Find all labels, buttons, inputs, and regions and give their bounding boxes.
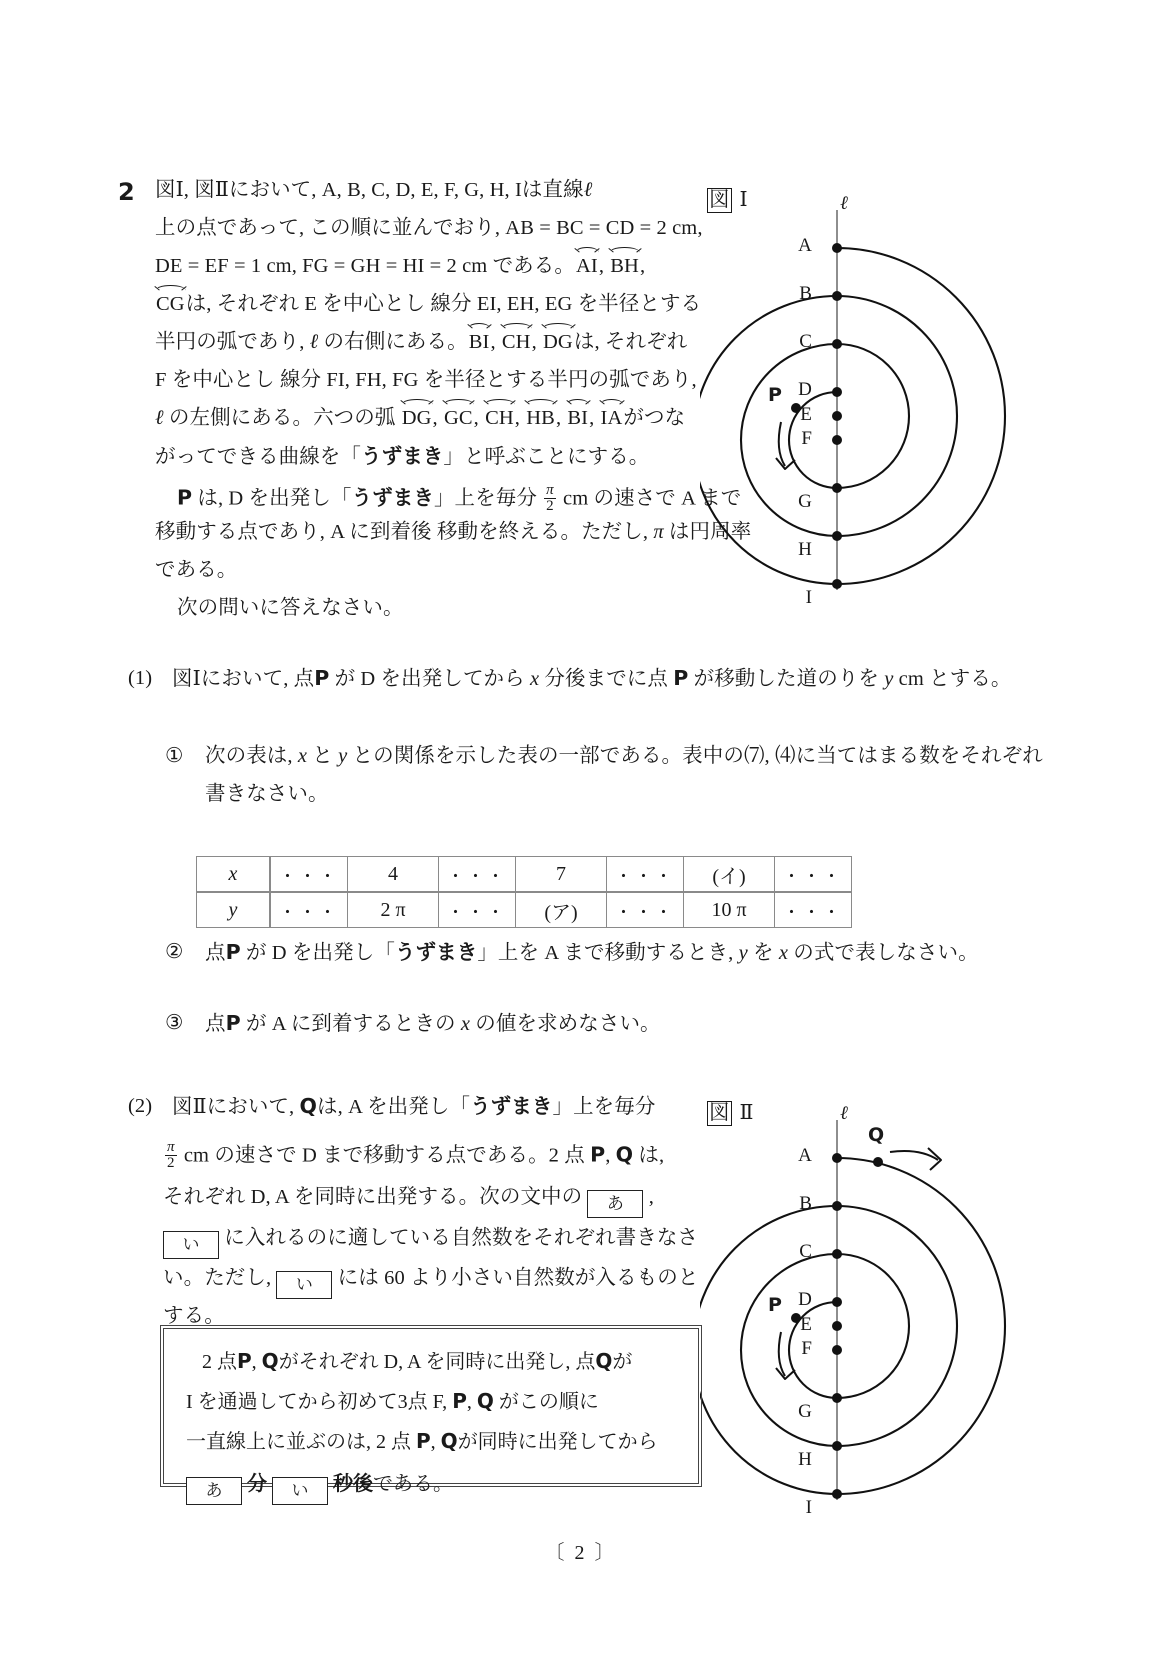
text-run: , [466, 1391, 477, 1413]
text-run: は, [633, 1144, 665, 1167]
figure2-caption-box: 図 [709, 1102, 730, 1124]
text-run: 図Ⅱにおいて, [172, 1096, 300, 1118]
text-run: に入れるのに適している自然数をそれぞれ書きなさ [219, 1227, 699, 1249]
q1-sub1-line-2 [205, 784, 329, 805]
text-run: 」上を毎分 [433, 487, 543, 510]
figure1-diagram [700, 190, 1030, 590]
problem-number: 2 [118, 178, 135, 206]
figure1-point-label-I: I [805, 587, 812, 608]
figure1-line-label: ℓ [840, 193, 849, 214]
text-run: うずまき [394, 940, 478, 964]
text-run: , [514, 407, 526, 429]
text-run: は, D を出発し「 [192, 487, 352, 510]
q1-sub3-marker: ③ [165, 1012, 184, 1034]
text-run: y [338, 745, 348, 767]
table-cell: (イ) [684, 857, 775, 893]
q2-line-5 [163, 1268, 698, 1299]
table-cell: (ア) [516, 892, 607, 928]
q1-sub2-line-1 [205, 942, 979, 964]
fraction-pi-over-2: $\frac{\pi}{2}$ [546, 481, 554, 514]
xy-relation-table [196, 856, 852, 928]
text-run: が [612, 1351, 633, 1373]
text-run: , [430, 1431, 441, 1453]
text-run: P [673, 666, 689, 690]
text-run: cm とする。 [893, 668, 1012, 690]
text-run: , [643, 1186, 654, 1208]
intro-line-10 [155, 522, 751, 543]
text-run: 分 [247, 1471, 267, 1495]
text-run: がってできる曲線を「 [155, 446, 361, 468]
table-cell: ・・・ [439, 857, 516, 893]
text-run: は円周率 [663, 521, 752, 543]
table-cell: ・・・ [270, 892, 348, 928]
text-run: , [251, 1351, 262, 1373]
arc-notation: DG [401, 408, 433, 429]
text-run: うずまき [470, 1094, 553, 1118]
text-run: cm の速さで D まで移動する点である。2 点 [178, 1144, 591, 1167]
text-run: x [778, 942, 789, 964]
text-run: との関係を示した表の一部である。表中の⑺, ⑷に当てはまる数をそれぞれ [347, 745, 1043, 767]
text-run: cm の速さで A まで [557, 487, 742, 510]
text-run: Q [476, 1389, 494, 1413]
figure2-point-label-I: I [805, 1497, 812, 1518]
figure1-points [832, 243, 842, 589]
figure2-point-label-D: D [798, 1289, 812, 1310]
text-run: Q [299, 1094, 318, 1118]
text-run: が移動した道のりを [688, 668, 885, 690]
text-run: 図Ⅰ, 図Ⅱにおいて, A, B, C, D, E, F, G, H, Iは直線 [155, 179, 584, 201]
text-run: が同時に出発してから [457, 1431, 658, 1453]
text-run: 点 [205, 1013, 226, 1035]
figure2-point-label-C: C [799, 1241, 812, 1262]
figure2-moving-point-p-label: P [768, 1294, 783, 1316]
answer-blank-い[interactable]: い [163, 1231, 219, 1259]
statement-box [163, 1328, 699, 1501]
text-run: , [473, 407, 485, 429]
figure2-point-label-B: B [799, 1193, 812, 1214]
text-run: が A に到着するときの [240, 1013, 461, 1035]
footer-page-number: 2 [574, 1542, 595, 1564]
direction-arrow-q [890, 1148, 941, 1170]
intro-line-11 [155, 560, 237, 581]
intro-line-6 [155, 370, 697, 391]
intro-line-3 [155, 256, 645, 277]
q1-marker: (1) [128, 667, 153, 689]
text-run: Q [261, 1349, 279, 1373]
text-run: , [598, 255, 610, 277]
q2-line-6 [163, 1306, 225, 1327]
text-run: を [747, 942, 779, 964]
table-row [197, 892, 852, 928]
answer-blank-い[interactable]: い [276, 1271, 332, 1299]
text-run: がそれぞれ D, A を同時に出発し, 点 [278, 1351, 596, 1373]
text-run: x [297, 745, 308, 767]
text-run: , [432, 407, 443, 429]
table-cell: 4 [348, 857, 439, 893]
text-run: 点 [205, 942, 226, 964]
intro-line-5 [155, 332, 687, 353]
direction-arrow-p-2 [776, 1332, 795, 1379]
figure2-diagram [700, 1100, 1030, 1500]
figure1-point-label-B: B [799, 283, 812, 304]
table-cell: ・・・ [607, 857, 684, 893]
answer-blank-い[interactable]: い [272, 1477, 328, 1505]
figure1-point-label-E: E [800, 404, 812, 425]
q2-marker: (2) [128, 1095, 153, 1117]
footer-right-bracket: 〕 [594, 1542, 625, 1564]
text-run: DE = EF = 1 cm, FG = GH = HI = 2 cm である。 [155, 255, 575, 277]
figure1-caption-numeral: Ⅰ [739, 189, 748, 211]
figure1-moving-point-p-label: P [768, 384, 783, 406]
arc-CG [837, 344, 909, 488]
q2-line-3 [163, 1187, 654, 1218]
q1-sub1-line-1 [205, 746, 1043, 767]
figure2-points [832, 1153, 842, 1499]
text-run: 」と呼ぶことにする。 [443, 446, 650, 468]
text-run: と [307, 745, 339, 767]
arc-CG-2 [837, 1254, 909, 1398]
arc-notation: CG [155, 294, 186, 315]
text-run: , [490, 331, 501, 353]
text-run: , [639, 255, 646, 277]
text-run: y [884, 668, 894, 690]
arc-notation: GC [443, 408, 474, 429]
figure2-point-label-G: G [798, 1401, 812, 1422]
text-run: 次の表は, [205, 745, 298, 767]
answer-blank-あ[interactable]: あ [186, 1477, 242, 1505]
text-run: P [177, 485, 193, 510]
intro-line-1 [155, 180, 592, 201]
arc-BI-2 [700, 1206, 837, 1494]
text-run: ℓ [583, 179, 593, 201]
text-run: は, A を出発し「 [317, 1096, 471, 1118]
text-run: 移動する点であり, A に到着後 移動を終える。ただし, [155, 521, 654, 543]
q1-sub1-marker: ① [165, 745, 184, 767]
text-run: 秒後 [333, 1471, 373, 1495]
table-cell: ・・・ [607, 892, 684, 928]
text-run: ℓ [309, 331, 319, 353]
text-run: 」上を毎分 [552, 1096, 656, 1118]
text-run: 分後までに点 [539, 668, 674, 690]
arc-notation: AI [575, 256, 599, 277]
statement-line-2 [186, 1385, 599, 1414]
text-run: , [589, 407, 600, 429]
answer-blank-あ[interactable]: あ [587, 1190, 643, 1218]
text-run: ℓ [155, 407, 164, 429]
table-row-header: x [197, 857, 271, 893]
table-cell: 2 π [348, 892, 439, 928]
text-run: , [555, 407, 567, 429]
text-run: 上の点であって, この順に並んでおり, AB = BC = CD = 2 cm, [155, 217, 703, 239]
q1-sub2-marker: ② [165, 941, 184, 963]
arc-notation: DG [542, 332, 574, 353]
text-run: 次の問いに答えなさい。 [177, 597, 404, 619]
q2-line-4 [163, 1228, 698, 1259]
text-run: の式で表しなさい。 [788, 942, 979, 964]
text-run: 一直線上に並ぶのは, 2 点 [186, 1431, 416, 1453]
q2-line-1 [172, 1096, 655, 1118]
text-run: 書きなさい。 [205, 783, 329, 805]
table-cell: ・・・ [439, 892, 516, 928]
text-run: 2 点 [202, 1351, 237, 1373]
figure2-point-label-E: E [800, 1314, 812, 1335]
arc-notation: BH [609, 256, 640, 277]
text-run: である。 [373, 1473, 453, 1495]
q1-line-1 [172, 668, 1012, 690]
text-run: の値を求めなさい。 [470, 1013, 661, 1035]
figure1-point-label-F: F [801, 428, 812, 449]
text-run: Q [615, 1142, 634, 1167]
text-run: P [237, 1349, 252, 1373]
arc-notation: CH [501, 332, 532, 353]
figure1-point-label-A: A [798, 235, 812, 256]
figure2-moving-point-q-label: Q [868, 1124, 885, 1146]
table-cell: ・・・ [775, 857, 852, 893]
figure2-point-label-F: F [801, 1338, 812, 1359]
figure1-point-label-H: H [798, 539, 812, 560]
arc-notation: BI [566, 408, 589, 429]
table-row-header: y [197, 892, 271, 928]
page-footer [0, 1536, 1169, 1565]
text-run: x [529, 668, 540, 690]
arc-BI [700, 296, 837, 584]
figure2-svg [700, 1100, 1030, 1500]
text-run: の右側にある。 [318, 331, 468, 353]
intro-line-2 [155, 218, 703, 239]
text-run: P [314, 666, 330, 690]
arc-notation: BI [468, 332, 491, 353]
text-run: x [460, 1013, 471, 1035]
text-run: い。ただし, [163, 1267, 277, 1289]
text-run: である。 [155, 559, 238, 581]
text-run: は, それぞれ [573, 331, 688, 353]
figure1-point-label-D: D [798, 379, 812, 400]
q2-line-2 [163, 1138, 665, 1173]
text-run: Q [595, 1349, 613, 1373]
figure2-point-label-A: A [798, 1145, 812, 1166]
figure2-line-label: ℓ [840, 1103, 849, 1124]
text-run: それぞれ D, A を同時に出発する。次の文中の [163, 1186, 588, 1208]
intro-line-9 [177, 481, 742, 516]
table-cell: 7 [516, 857, 607, 893]
text-run: F を中心とし 線分 FI, FH, FG を半径とする半円の弧であり, [155, 369, 697, 391]
text-run: P [225, 940, 241, 964]
text-run: 半円の弧であり, [155, 331, 310, 353]
text-run: 図Ⅰにおいて, 点 [172, 668, 315, 690]
table-cell: 10 π [684, 892, 775, 928]
text-run: I を通過してから初めて3点 F, [186, 1391, 453, 1413]
text-run: は, それぞれ E を中心とし 線分 EI, EH, EG を半径とする [185, 293, 702, 315]
intro-line-12 [177, 598, 404, 619]
intro-line-4 [155, 294, 701, 315]
text-run: が D を出発してから [329, 668, 530, 690]
text-run: うずまき [361, 444, 444, 468]
intro-line-7 [155, 408, 685, 429]
text-run: がつな [623, 407, 686, 429]
text-run: P [452, 1389, 467, 1413]
text-run: 」上を A まで移動するとき, [477, 942, 739, 964]
figure1-svg [700, 190, 1030, 590]
statement-line-1 [202, 1345, 632, 1374]
table-row [197, 857, 852, 893]
statement-line-4 [186, 1467, 453, 1505]
table-cell: ・・・ [775, 892, 852, 928]
text-run: P [590, 1142, 606, 1167]
arc-notation: HB [525, 408, 556, 429]
text-run: y [738, 942, 748, 964]
q1-sub3-line-1 [205, 1013, 661, 1035]
point-Q-marker [873, 1157, 883, 1167]
figure1-caption-box: 図 [709, 189, 730, 211]
arc-BH-2 [837, 1206, 957, 1446]
table-cell: ・・・ [270, 857, 348, 893]
fraction-pi-over-2: $\frac{\pi}{2}$ [167, 1138, 175, 1171]
footer-left-bracket: 〔 [544, 1542, 575, 1564]
text-run: P [225, 1011, 241, 1035]
text-run: には 60 より小さい自然数が入るものと [332, 1267, 699, 1289]
text-run: π [653, 521, 664, 543]
text-run: , [531, 331, 543, 353]
text-run: する。 [163, 1305, 225, 1327]
figure1-point-label-G: G [798, 491, 812, 512]
figure2-caption-numeral: Ⅱ [739, 1102, 754, 1124]
text-run: がこの順に [493, 1391, 599, 1413]
text-run: P [416, 1429, 431, 1453]
text-run: , [605, 1144, 616, 1167]
text-run: が D を出発し「 [240, 942, 395, 964]
text-run: Q [440, 1429, 458, 1453]
arc-BH [837, 296, 957, 536]
statement-line-3 [186, 1425, 658, 1454]
text-run: うずまき [351, 485, 434, 510]
figure1-point-label-C: C [799, 331, 812, 352]
direction-arrow-p [776, 422, 795, 469]
figure2-point-label-H: H [798, 1449, 812, 1470]
intro-line-8 [155, 446, 649, 468]
text-run: の左側にある。六つの弧 [163, 407, 401, 429]
arc-notation: CH [484, 408, 515, 429]
arc-notation: IA [600, 408, 624, 429]
